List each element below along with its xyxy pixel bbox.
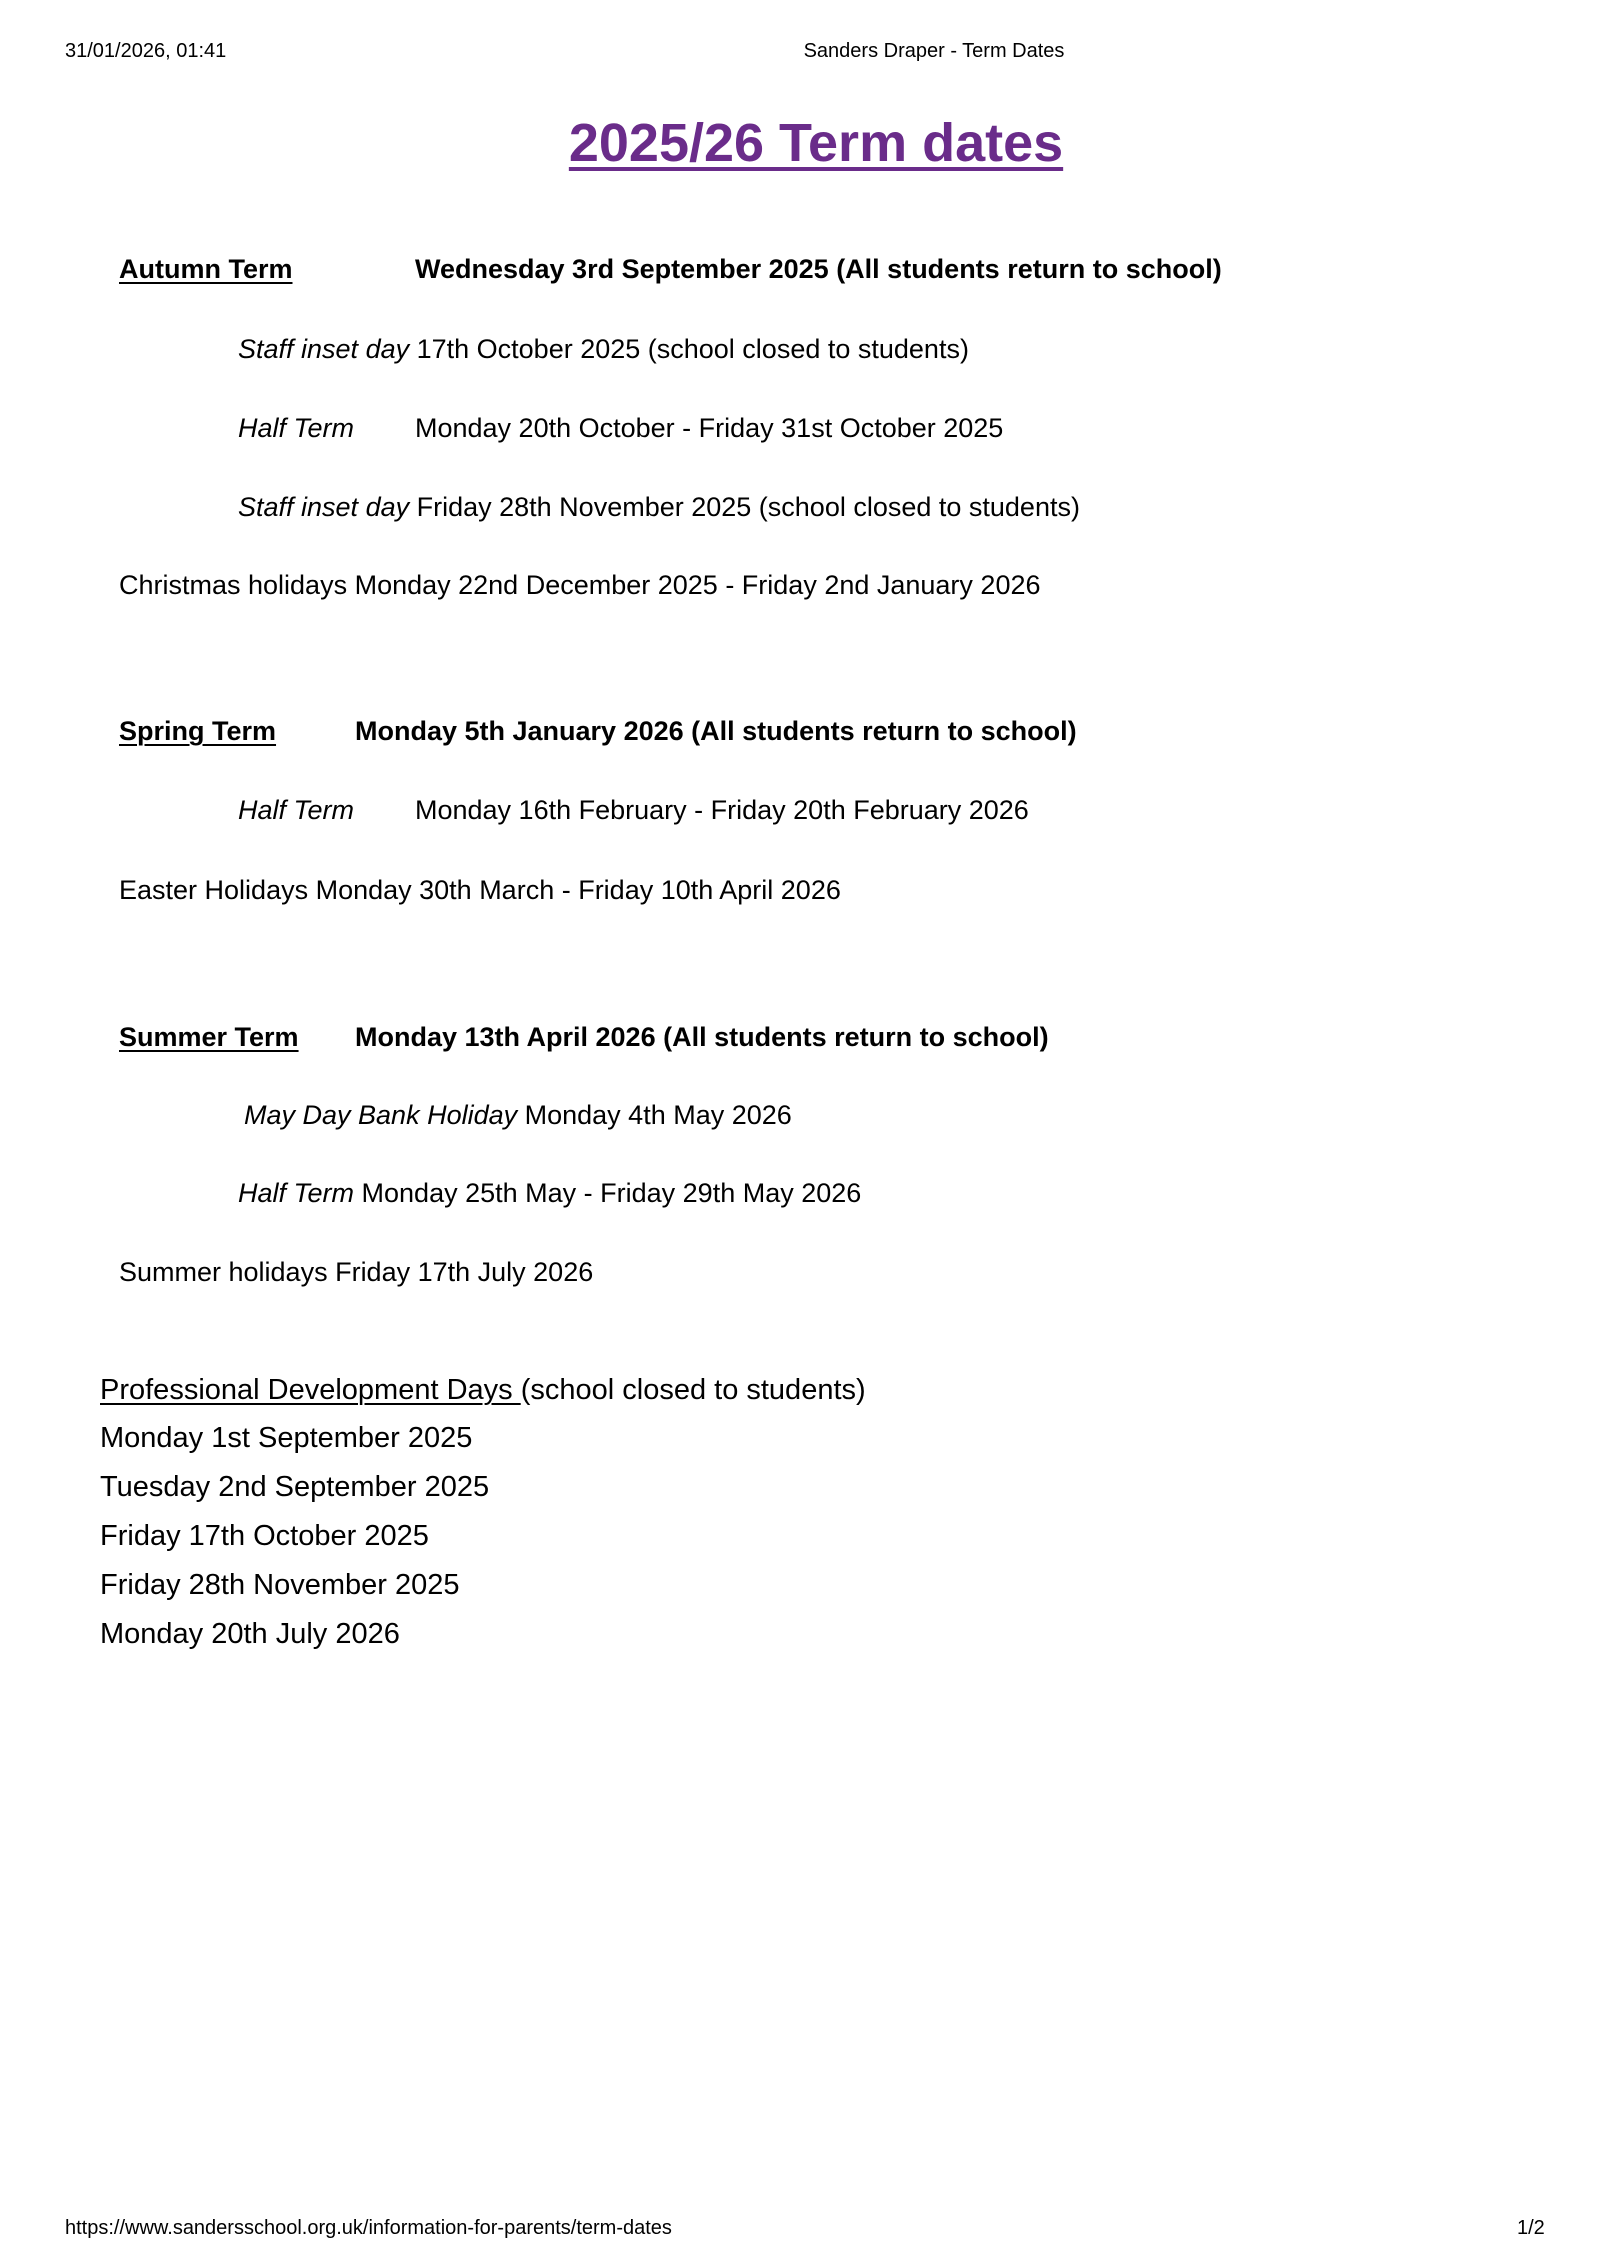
pd-heading-note: (school closed to students) [520,1374,866,1406]
inset-day-label: Staff inset day [238,492,410,522]
summer-term-label: Summer Term [119,1022,299,1052]
pd-day: Monday 1st September 2025 [100,1422,473,1454]
print-footer-url: https://www.sandersschool.org.uk/information-for-parents/term-dates [65,2217,672,2239]
spring-half-term-dates: Monday 16th February - Friday 20th February 2026 [415,795,1029,825]
print-page-number: 1/2 [1517,2217,1545,2239]
spring-term-start: Monday 5th January 2026 (All students return to school) [355,716,1077,746]
spring-half-term-label: Half Term [238,795,355,825]
pd-day: Tuesday 2nd September 2025 [100,1471,490,1503]
may-day-bank-holiday [244,1099,792,1131]
autumn-half-term-label: Half Term [238,413,355,443]
pd-day: Monday 20th July 2026 [100,1618,400,1650]
inset-day-text: Friday 28th November 2025 (school closed to students) [409,492,1080,522]
easter-holidays: Easter Holidays Monday 30th March - Friday 10th April 2026 [119,875,841,905]
autumn-inset-day-2 [238,491,1080,523]
summer-half-term [238,1177,861,1209]
pd-day: Friday 17th October 2025 [100,1520,429,1552]
pd-heading-label: Professional Development Days [100,1374,521,1406]
bank-holiday-label: May Day Bank Holiday [244,1100,518,1130]
autumn-inset-day-1 [238,333,969,365]
print-page-title: Sanders Draper - Term Dates [803,40,1065,62]
half-term-label: Half Term [238,1178,355,1208]
christmas-holidays: Christmas holidays Monday 22nd December 2025 - Friday 2nd January 2026 [119,570,1041,600]
print-datetime: 31/01/2026, 01:41 [65,40,227,62]
inset-day-text: 17th October 2025 (school closed to students) [409,334,969,364]
summer-holidays: Summer holidays Friday 17th July 2026 [119,1257,594,1287]
autumn-half-term-dates: Monday 20th October - Friday 31st October 2025 [415,413,1004,443]
spring-term-label: Spring Term [119,716,277,746]
inset-day-label: Staff inset day [238,334,410,364]
page-title: 2025/26 Term dates [568,113,1064,173]
professional-development-heading [100,1373,866,1407]
half-term-text: Monday 25th May - Friday 29th May 2026 [354,1178,862,1208]
autumn-term-start: Wednesday 3rd September 2025 (All students return to school) [415,254,1222,284]
autumn-term-label: Autumn Term [119,254,293,284]
pd-day: Friday 28th November 2025 [100,1569,460,1601]
summer-term-start: Monday 13th April 2026 (All students return to school) [355,1022,1049,1052]
bank-holiday-text: Monday 4th May 2026 [517,1100,792,1130]
